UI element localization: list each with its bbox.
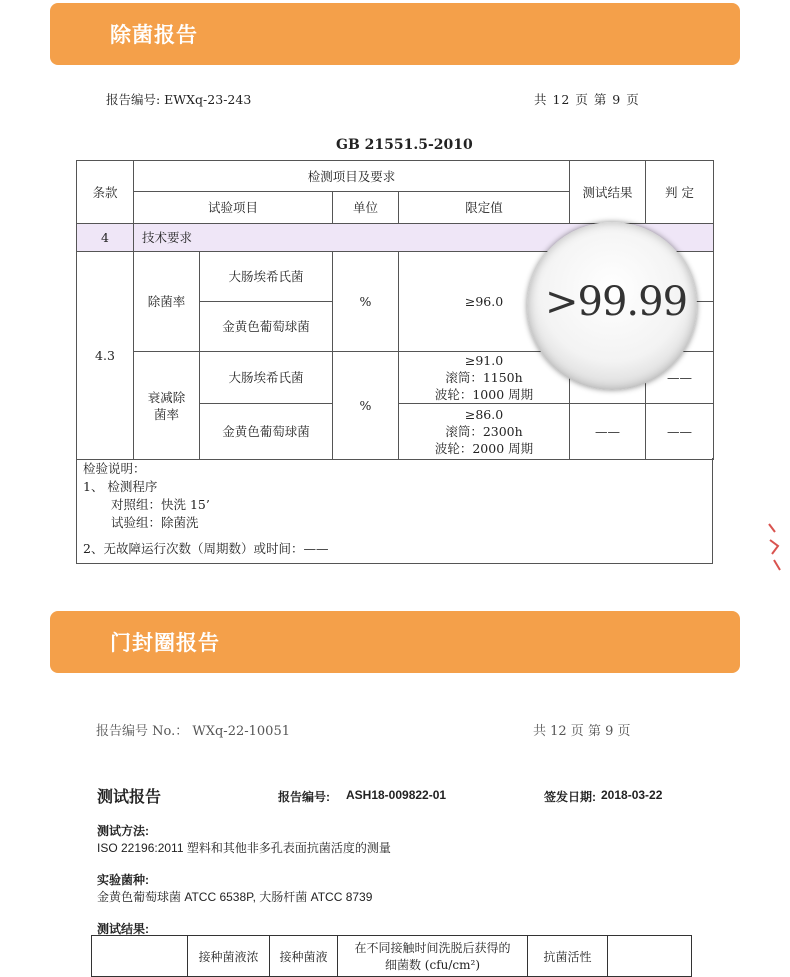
results-col-2: 接种菌液浓: [188, 936, 270, 977]
decay-rate-label: [134, 352, 200, 460]
limit-86-pulsator: 波轮：2000 周期: [434, 441, 534, 456]
limit-86-drum: 滚筒：2300h: [445, 424, 523, 439]
limit-86-value: ≥86.0: [464, 407, 504, 422]
door-seal-report-banner: [50, 611, 740, 673]
page-info: 共 12 页 第 9 页: [534, 92, 640, 107]
results-col-6: [608, 936, 692, 977]
magnifier-lens: [527, 222, 697, 390]
notes-item-2: 2、无故障运行次数（周期数）或时间：——: [83, 541, 329, 556]
limit-91-pulsator: 波轮：1000 周期: [434, 387, 534, 402]
results-col-4: [338, 936, 528, 977]
report-code: ASH18-009822-01: [346, 788, 447, 802]
issue-date: 2018-03-22: [601, 788, 663, 802]
red-stamp-fragment: [766, 520, 782, 574]
results-col-4-line2: 细菌数 (cfu/cm²): [384, 958, 481, 972]
report-code-label: 报告编号:: [278, 790, 330, 804]
report-number: 报告编号: EWXq-23-243: [106, 92, 252, 107]
method-label: 测试方法:: [97, 824, 149, 838]
result-label: 测试结果:: [97, 922, 149, 936]
banner-title: 除菌报告: [110, 23, 198, 47]
items-req-header: 检测项目及要求: [134, 161, 570, 192]
ecoli-1: 大肠埃希氏菌: [200, 252, 333, 302]
limit-91: [399, 352, 570, 404]
tech-label: 技术要求: [134, 224, 714, 252]
item-header: 试验项目: [134, 192, 333, 224]
limit-header: 限定值: [399, 192, 570, 224]
judge-header: 判 定: [646, 161, 714, 224]
judge-cell-3: ——: [646, 352, 714, 404]
notes-title: 检验说明：: [83, 461, 146, 476]
strain-label: 实验菌种:: [97, 873, 149, 887]
staph-1: 金黄色葡萄球菌: [200, 302, 333, 352]
notes-control-group: 对照组：快洗 15’: [111, 497, 210, 512]
judge-cell-4: ——: [646, 404, 714, 460]
tech-clause: 4: [77, 224, 134, 252]
removal-rate-label: 除菌率: [134, 252, 200, 352]
notes-test-group: 试验组：除菌洗: [111, 515, 199, 530]
decay-rate-line1: 衰减除: [147, 389, 186, 405]
limit-91-value: ≥91.0: [464, 353, 504, 368]
report-number-2: 报告编号 No.： WXq-22-10051: [96, 724, 290, 739]
unit-percent-2: %: [333, 352, 399, 460]
notes-item-1: 1、 检测程序: [83, 479, 158, 494]
unit-percent-1: %: [333, 252, 399, 352]
standard-title: GB 21551.5-2010: [336, 137, 473, 153]
decay-rate-line2: 菌率: [153, 406, 179, 422]
result-cell-4: ——: [570, 404, 646, 460]
limit-96: ≥96.0: [399, 252, 570, 352]
method-value: ISO 22196:2011 塑料和其他非多孔表面抗菌活度的测量: [97, 841, 391, 855]
results-table: [91, 935, 692, 977]
results-col-1: [92, 936, 188, 977]
limit-91-drum: 滚筒：1150h: [445, 370, 523, 385]
clause-4-3: 4.3: [77, 252, 134, 460]
ecoli-2: 大肠埃希氏菌: [200, 352, 333, 404]
staph-2: 金黄色葡萄球菌: [200, 404, 333, 460]
strain-value: 金黄色葡萄球菌 ATCC 6538P, 大肠杆菌 ATCC 8739: [97, 890, 373, 904]
results-col-4-line1: 在不同接触时间洗脱后获得的: [354, 941, 511, 955]
magnified-result: >99.99: [545, 279, 688, 325]
result-header: 测试结果: [570, 161, 646, 224]
unit-header: 单位: [333, 192, 399, 224]
issue-date-label: 签发日期:: [544, 790, 596, 804]
results-col-5: 抗菌活性: [528, 936, 608, 977]
inspection-notes: [76, 458, 713, 564]
results-col-3: 接种菌液: [270, 936, 338, 977]
test-report-title: 测试报告: [97, 787, 162, 806]
sterilization-report-banner: [50, 3, 740, 65]
banner-title-2: 门封圈报告: [110, 631, 220, 655]
page-info-2: 共 12 页 第 9 页: [533, 724, 631, 739]
clause-header: 条款: [77, 161, 134, 224]
limit-86: [399, 404, 570, 460]
